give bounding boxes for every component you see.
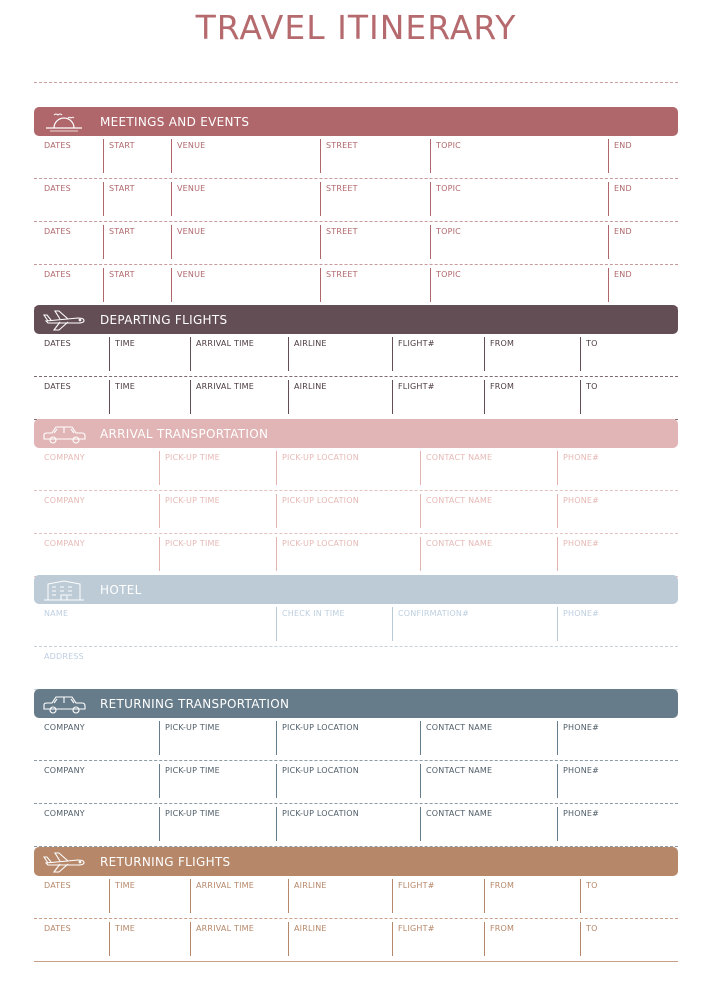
field-divider — [159, 807, 160, 841]
field-start[interactable] — [103, 136, 171, 178]
field-label: TO — [586, 881, 598, 890]
field-divider — [430, 268, 431, 302]
form-row — [34, 604, 678, 647]
field-divider — [103, 268, 104, 302]
field-divider — [557, 494, 558, 528]
field-divider — [190, 879, 191, 913]
field-phone[interactable] — [557, 448, 678, 490]
field-dates[interactable] — [34, 179, 103, 221]
field-label: DATES — [44, 881, 71, 890]
field-label: PHONE# — [563, 809, 600, 818]
field-label: START — [109, 184, 135, 193]
field-label: COMPANY — [44, 496, 85, 505]
field-label: TOPIC — [436, 141, 461, 150]
field-label: END — [614, 184, 632, 193]
field-divider — [276, 721, 277, 755]
field-end[interactable] — [608, 222, 678, 264]
field-company[interactable] — [34, 491, 159, 533]
field-label: PICK-UP TIME — [165, 809, 220, 818]
field-label: AIRLINE — [294, 924, 327, 933]
sunset-birds-icon — [38, 107, 90, 136]
section-title: ARRIVAL TRANSPORTATION — [100, 426, 269, 441]
field-divider — [320, 139, 321, 173]
field-label: DATES — [44, 141, 71, 150]
field-phone[interactable] — [557, 534, 678, 576]
field-divider — [580, 922, 581, 956]
field-to[interactable] — [580, 919, 678, 961]
field-label: TO — [586, 339, 598, 348]
field-label: FROM — [490, 382, 515, 391]
field-company[interactable] — [34, 804, 159, 846]
field-contact-name[interactable] — [420, 491, 557, 533]
field-label: TIME — [115, 924, 136, 933]
field-divider — [171, 139, 172, 173]
field-divider — [420, 537, 421, 571]
field-divider — [109, 879, 110, 913]
field-end[interactable] — [608, 179, 678, 221]
field-time[interactable] — [109, 377, 190, 419]
field-label: COMPANY — [44, 539, 85, 548]
field-flight[interactable] — [392, 919, 484, 961]
field-to[interactable] — [580, 876, 678, 918]
field-label: CONTACT NAME — [426, 723, 493, 732]
field-label: TOPIC — [436, 270, 461, 279]
field-label: PICK-UP LOCATION — [282, 809, 359, 818]
field-street[interactable] — [320, 222, 430, 264]
field-label: PICK-UP TIME — [165, 539, 220, 548]
field-divider — [608, 139, 609, 173]
field-label: END — [614, 227, 632, 236]
field-contact-name[interactable] — [420, 804, 557, 846]
field-divider — [159, 721, 160, 755]
field-arrival-time[interactable] — [190, 876, 288, 918]
field-label: STREET — [326, 227, 358, 236]
field-pick-up-time[interactable] — [159, 718, 276, 760]
field-label: PHONE# — [563, 453, 600, 462]
hotel-building-icon — [38, 575, 90, 604]
field-contact-name[interactable] — [420, 761, 557, 803]
field-label: ARRIVAL TIME — [196, 881, 254, 890]
field-confirmation[interactable] — [392, 604, 557, 646]
field-label: FLIGHT# — [398, 339, 435, 348]
field-flight[interactable] — [392, 876, 484, 918]
field-divider — [171, 268, 172, 302]
field-pick-up-location[interactable] — [276, 491, 420, 533]
field-check-in-time[interactable] — [276, 604, 392, 646]
field-divider — [580, 337, 581, 371]
field-divider — [288, 922, 289, 956]
field-label: NAME — [44, 609, 69, 618]
field-label: PHONE# — [563, 539, 600, 548]
section-meetings — [34, 107, 678, 308]
form-row — [34, 136, 678, 179]
field-venue[interactable] — [171, 222, 320, 264]
field-label: END — [614, 141, 632, 150]
field-divider — [557, 764, 558, 798]
field-divider — [392, 922, 393, 956]
field-label: FLIGHT# — [398, 924, 435, 933]
field-label: DATES — [44, 924, 71, 933]
field-label: ARRIVAL TIME — [196, 924, 254, 933]
field-airline[interactable] — [288, 377, 392, 419]
field-label: PICK-UP LOCATION — [282, 766, 359, 775]
car-icon — [38, 419, 90, 448]
field-to[interactable] — [580, 334, 678, 376]
field-label: VENUE — [177, 270, 206, 279]
section-title: RETURNING FLIGHTS — [100, 854, 231, 869]
field-venue[interactable] — [171, 265, 320, 307]
form-row — [34, 761, 678, 804]
section-header — [34, 107, 678, 136]
field-label: TIME — [115, 881, 136, 890]
field-phone[interactable] — [557, 761, 678, 803]
field-label: FLIGHT# — [398, 881, 435, 890]
section-hotel — [34, 575, 678, 690]
field-topic[interactable] — [430, 265, 608, 307]
field-pick-up-time[interactable] — [159, 491, 276, 533]
field-label: CONTACT NAME — [426, 539, 493, 548]
field-pick-up-location[interactable] — [276, 804, 420, 846]
field-divider — [420, 764, 421, 798]
field-start[interactable] — [103, 265, 171, 307]
field-phone[interactable] — [557, 718, 678, 760]
section-header — [34, 847, 678, 876]
field-pick-up-location[interactable] — [276, 718, 420, 760]
field-pick-up-time[interactable] — [159, 448, 276, 490]
field-label: ARRIVAL TIME — [196, 339, 254, 348]
field-flight[interactable] — [392, 377, 484, 419]
field-divider — [608, 182, 609, 216]
field-label: PICK-UP LOCATION — [282, 453, 359, 462]
field-start[interactable] — [103, 222, 171, 264]
field-divider — [420, 721, 421, 755]
field-pick-up-location[interactable] — [276, 534, 420, 576]
field-label: DATES — [44, 382, 71, 391]
field-label: AIRLINE — [294, 881, 327, 890]
field-divider — [288, 380, 289, 414]
field-divider — [557, 721, 558, 755]
section-title: DEPARTING FLIGHTS — [100, 312, 228, 327]
field-divider — [608, 225, 609, 259]
form-row — [34, 718, 678, 761]
field-label: STREET — [326, 141, 358, 150]
form-row — [34, 179, 678, 222]
field-label: DATES — [44, 184, 71, 193]
field-label: PICK-UP LOCATION — [282, 723, 359, 732]
field-phone[interactable] — [557, 491, 678, 533]
field-airline[interactable] — [288, 334, 392, 376]
field-venue[interactable] — [171, 179, 320, 221]
field-venue[interactable] — [171, 136, 320, 178]
field-dates[interactable] — [34, 876, 109, 918]
field-divider — [557, 537, 558, 571]
field-label: VENUE — [177, 141, 206, 150]
field-label: PHONE# — [563, 609, 600, 618]
field-time[interactable] — [109, 876, 190, 918]
field-arrival-time[interactable] — [190, 334, 288, 376]
field-label: AIRLINE — [294, 382, 327, 391]
field-divider — [190, 922, 191, 956]
field-company[interactable] — [34, 718, 159, 760]
section-arrival — [34, 419, 678, 577]
field-label: VENUE — [177, 227, 206, 236]
field-divider — [420, 451, 421, 485]
field-end[interactable] — [608, 265, 678, 307]
field-divider — [171, 225, 172, 259]
field-divider — [276, 537, 277, 571]
field-from[interactable] — [484, 377, 580, 419]
field-label: CONTACT NAME — [426, 809, 493, 818]
section-returning-transport — [34, 689, 678, 847]
field-label: CONTACT NAME — [426, 453, 493, 462]
field-divider — [580, 879, 581, 913]
form-row — [34, 647, 678, 690]
form-row — [34, 804, 678, 847]
field-company[interactable] — [34, 534, 159, 576]
field-pick-up-location[interactable] — [276, 448, 420, 490]
field-divider — [320, 225, 321, 259]
field-end[interactable] — [608, 136, 678, 178]
field-divider — [430, 182, 431, 216]
section-header — [34, 419, 678, 448]
form-row — [34, 534, 678, 577]
field-label: PHONE# — [563, 496, 600, 505]
field-arrival-time[interactable] — [190, 377, 288, 419]
field-label: TIME — [115, 382, 136, 391]
field-divider — [171, 182, 172, 216]
field-topic[interactable] — [430, 222, 608, 264]
field-divider — [557, 607, 558, 641]
field-label: PICK-UP TIME — [165, 723, 220, 732]
field-divider — [608, 268, 609, 302]
field-label: PHONE# — [563, 766, 600, 775]
field-start[interactable] — [103, 179, 171, 221]
field-label: DATES — [44, 227, 71, 236]
form-row — [34, 876, 678, 919]
field-label: DATES — [44, 270, 71, 279]
field-label: CONTACT NAME — [426, 766, 493, 775]
field-label: PHONE# — [563, 723, 600, 732]
field-divider — [159, 451, 160, 485]
field-label: START — [109, 227, 135, 236]
field-label: FROM — [490, 881, 515, 890]
field-label: TO — [586, 382, 598, 391]
field-divider — [276, 451, 277, 485]
field-divider — [159, 764, 160, 798]
field-divider — [103, 225, 104, 259]
field-contact-name[interactable] — [420, 448, 557, 490]
field-divider — [109, 337, 110, 371]
field-label: PICK-UP LOCATION — [282, 496, 359, 505]
field-street[interactable] — [320, 179, 430, 221]
field-label: COMPANY — [44, 453, 85, 462]
field-divider — [288, 879, 289, 913]
field-topic[interactable] — [430, 136, 608, 178]
section-title: MEETINGS AND EVENTS — [100, 114, 250, 129]
field-label: START — [109, 141, 135, 150]
field-pick-up-time[interactable] — [159, 761, 276, 803]
field-label: TO — [586, 924, 598, 933]
field-phone[interactable] — [557, 604, 678, 646]
field-label: STREET — [326, 270, 358, 279]
field-divider — [557, 807, 558, 841]
field-label: FROM — [490, 339, 515, 348]
field-time[interactable] — [109, 334, 190, 376]
field-label: STREET — [326, 184, 358, 193]
field-divider — [484, 337, 485, 371]
field-address[interactable] — [34, 647, 678, 689]
field-label: ADDRESS — [44, 652, 84, 661]
field-pick-up-time[interactable] — [159, 804, 276, 846]
field-label: COMPANY — [44, 723, 85, 732]
field-divider — [109, 922, 110, 956]
section-departing — [34, 305, 678, 420]
form-row — [34, 377, 678, 420]
section-header — [34, 689, 678, 718]
field-divider — [109, 380, 110, 414]
field-airline[interactable] — [288, 919, 392, 961]
field-divider — [276, 807, 277, 841]
field-street[interactable] — [320, 136, 430, 178]
field-contact-name[interactable] — [420, 534, 557, 576]
form-row — [34, 334, 678, 377]
field-label: VENUE — [177, 184, 206, 193]
field-label: FLIGHT# — [398, 382, 435, 391]
field-label: PICK-UP LOCATION — [282, 539, 359, 548]
section-title: HOTEL — [100, 582, 142, 597]
field-dates[interactable] — [34, 136, 103, 178]
field-from[interactable] — [484, 334, 580, 376]
field-divider — [159, 494, 160, 528]
field-label: END — [614, 270, 632, 279]
field-phone[interactable] — [557, 804, 678, 846]
field-divider — [392, 380, 393, 414]
field-company[interactable] — [34, 448, 159, 490]
airplane-icon — [38, 305, 90, 334]
section-returning-flights — [34, 847, 678, 962]
field-divider — [190, 337, 191, 371]
field-dates[interactable] — [34, 919, 109, 961]
field-label: PICK-UP TIME — [165, 766, 220, 775]
field-topic[interactable] — [430, 179, 608, 221]
field-company[interactable] — [34, 761, 159, 803]
field-divider — [103, 139, 104, 173]
field-label: TOPIC — [436, 227, 461, 236]
field-label: COMPANY — [44, 809, 85, 818]
field-dates[interactable] — [34, 222, 103, 264]
top-divider — [34, 82, 678, 83]
field-divider — [557, 451, 558, 485]
field-divider — [484, 879, 485, 913]
field-label: ARRIVAL TIME — [196, 382, 254, 391]
field-divider — [392, 879, 393, 913]
field-divider — [580, 380, 581, 414]
field-divider — [288, 337, 289, 371]
field-label: PICK-UP TIME — [165, 496, 220, 505]
field-divider — [392, 337, 393, 371]
field-to[interactable] — [580, 377, 678, 419]
field-flight[interactable] — [392, 334, 484, 376]
form-row — [34, 919, 678, 962]
form-row — [34, 491, 678, 534]
field-divider — [420, 807, 421, 841]
form-row — [34, 448, 678, 491]
field-street[interactable] — [320, 265, 430, 307]
field-name[interactable] — [34, 604, 276, 646]
field-divider — [484, 380, 485, 414]
field-divider — [276, 764, 277, 798]
section-header — [34, 575, 678, 604]
field-divider — [276, 607, 277, 641]
field-divider — [484, 922, 485, 956]
field-divider — [159, 537, 160, 571]
field-label: FROM — [490, 924, 515, 933]
field-airline[interactable] — [288, 876, 392, 918]
field-dates[interactable] — [34, 377, 109, 419]
field-time[interactable] — [109, 919, 190, 961]
field-arrival-time[interactable] — [190, 919, 288, 961]
form-row — [34, 222, 678, 265]
field-dates[interactable] — [34, 265, 103, 307]
field-divider — [392, 607, 393, 641]
field-divider — [276, 494, 277, 528]
car-icon — [38, 689, 90, 718]
field-divider — [320, 182, 321, 216]
field-label: START — [109, 270, 135, 279]
section-header — [34, 305, 678, 334]
field-label: PICK-UP TIME — [165, 453, 220, 462]
field-label: COMPANY — [44, 766, 85, 775]
airplane-icon — [38, 847, 90, 876]
field-dates[interactable] — [34, 334, 109, 376]
field-label: CONTACT NAME — [426, 496, 493, 505]
field-label: AIRLINE — [294, 339, 327, 348]
field-pick-up-location[interactable] — [276, 761, 420, 803]
field-pick-up-time[interactable] — [159, 534, 276, 576]
field-label: TOPIC — [436, 184, 461, 193]
form-row — [34, 265, 678, 308]
field-divider — [420, 494, 421, 528]
field-divider — [430, 139, 431, 173]
field-contact-name[interactable] — [420, 718, 557, 760]
field-divider — [190, 380, 191, 414]
field-divider — [430, 225, 431, 259]
field-from[interactable] — [484, 919, 580, 961]
section-title: RETURNING TRANSPORTATION — [100, 696, 290, 711]
field-divider — [320, 268, 321, 302]
field-label: TIME — [115, 339, 136, 348]
field-label: CHECK IN TIME — [282, 609, 345, 618]
field-label: DATES — [44, 339, 71, 348]
page-title: TRAVEL ITINERARY — [195, 8, 517, 47]
field-label: CONFIRMATION# — [398, 609, 469, 618]
field-from[interactable] — [484, 876, 580, 918]
field-divider — [103, 182, 104, 216]
